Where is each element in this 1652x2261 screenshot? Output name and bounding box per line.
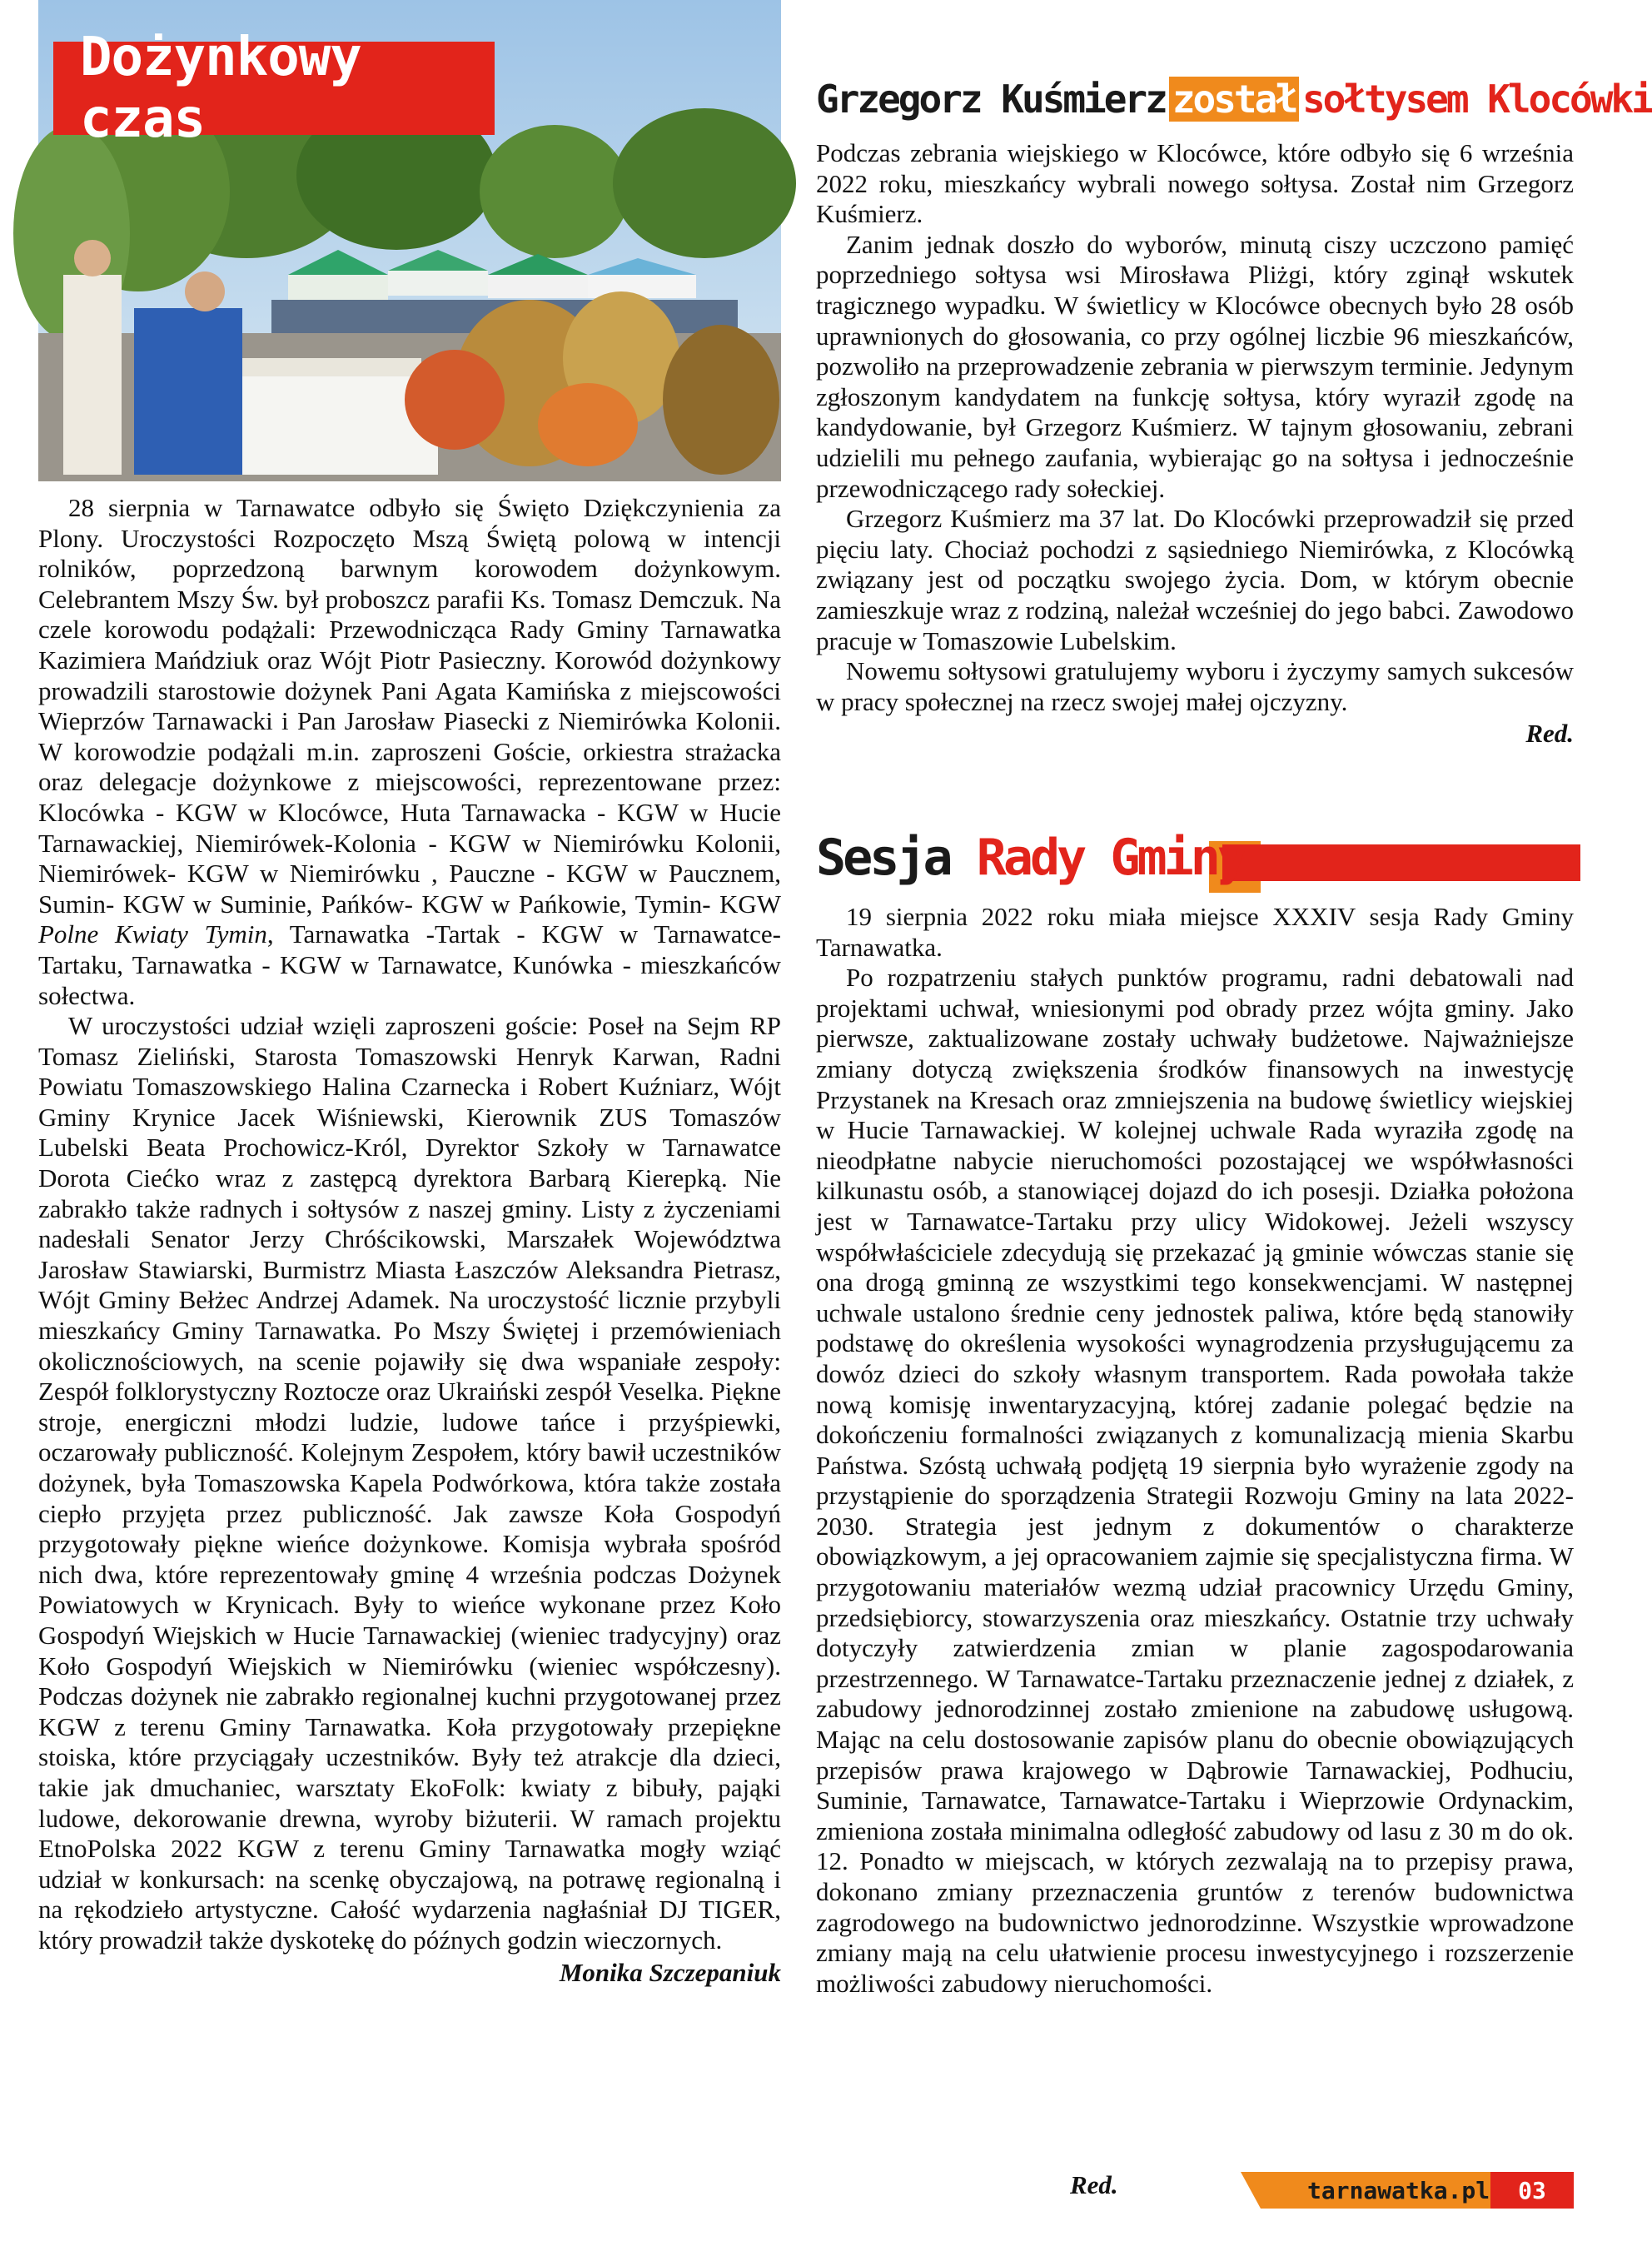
harvest-festival-photo [38,0,781,481]
right-column [816,0,1652,2261]
paragraph: Podczas zebrania wiejskiego w Klocówce, które odbyło się 6 września 2022 roku, mieszkańcy wybrali nowego sołtysa. Został nim Grzegorz Kuśmierz. [816,138,1574,229]
headline-part1: Grzegorz Kuśmierz [816,77,1166,122]
paragraph: W uroczystości udział wzięli zaproszeni goście: Poseł na Sejm RP Tomasz Zieliński, Starosta Tomaszowski Henryk Karwan, Radni Powiatu Tomaszowskiego Halina Czarnecka i Robert Kuźniarz, Wójt Gminy Krynice Jacek Wiśniewski, Kierownik ZUS Tomaszów Lubelski Beata Prochowicz-Król, Dyrektor Szkoły w Tarnawatce Dorota Ciećko wraz z zastępcą dyrektora Barbarą Kierepką. Nie zabrakło także radnych i sołtysów z naszej gminy. Listy z życzeniami nadesłali Senator Jerzy Chróścikowski, Marszałek Województwa Jarosław Stawiarski, Burmistrz Miasta Łaszczów Aleksandra Pietrasz, Wójt Gminy Bełżec Andrzej Adamek. Na uroczystość licznie przybyli mieszkańcy Gminy Tarnawatka. Po Mszy Świętej i przemówieniach okolicznościowych, na scenie pojawiły się dwa wspaniałe zespoły: Zespół folklorystyczny Roztocze oraz Ukraiński zespół Veselka. Piękne stroje, energiczni młodzi ludzie, ludowe tańce i przyśpiewki, oczarowały publiczność. Kolejnym Zespołem, który bawił uczestników dożynek, była Tomaszowska Kapela Podwórkowa, która także została ciepło przyjęta przez publiczność. Jak zawsze Koła Gospodyń przygotowały piękne wieńce dożynkowe. Komisja wybrała spośród nich dwa, które reprezentowały gminę 4 września podczas Dożynek Powiatowych w Krynicach. Były to wieńce wykonane przez Koło Gospodyń Wiejskich w Hucie Tarnawackiej (wieniec tradycyjny) oraz Koło Gospodyń Wiejskich w Niemirówku (wieniec współczesny). Podczas dożynek nie zabrakło regionalnej kuchni przygotowanej przez KGW z terenu Gminy Tarnawatka. Koła przygotowały przepiękne stoiska, które przyciągały uczestników. Były też atrakcje dla dzieci, takie jak dmuchaniec, warsztaty EkoFolk: kwiaty z bibuły, pająki ludowe, dekorowanie drewna, wyroby biżuterii. W ramach projektu EtnoPolska 2022 KGW z terenu Gminy Tarnawatka mogły wziąć udział w konkursach: na scenkę obyczajową, na potrawę regionalną i na rękodzieło artystyczne. Całość wydarzenia nagłaśniał DJ TIGER, który prowadził także dyskotekę do późnych godzin wieczornych. [38,1011,781,1955]
article-headline [816,70,1652,128]
author-signature: Monika Szczepaniuk [559,1957,781,1987]
section-heading [816,824,1574,891]
paragraph: Zanim jednak doszło do wyborów, minutą ciszy uczczono pamięć poprzedniego sołtysa wsi Mirosława Pliżgi, który zginął wskutek tragicznego wypadku. W świetlicy w Klocówce obecnych było 28 osób uprawnionych do głosowania, co przy ogólnej liczbie 96 mieszkańców, pozwoliło na przeprowadzenie zebrania w pierwszym terminie. Jedynym zgłoszonym kandydatem na funkcję sołtysa, który wyraził zgodę na kandydowanie, był Grzegorz Kuśmierz. W tajnym głosowaniu, zebrani udzielili mu pełnego zaufania, wybierając go na sołtysa i jednocześnie przewodniczącego rady sołeckiej. [816,229,1574,503]
page-number: 03 [1490,2172,1574,2209]
page-footer [816,2164,1574,2214]
headline-highlight: został [1169,77,1299,122]
paragraph: Po rozpatrzeniu stałych punktów programu, radni debatowali nad projektami uchwał, wniesionymi pod obrady przez wójta gminy. Jako pierwsze, zaktualizowane zostały uchwały budżetowe. Najważniejsze zmiany dotyczą zwiększenia środków finansowych na inwestycję Przystanek na Kresach oraz zmniejszenia na budowę świetlicy wiejskiej w Hucie Tarnawackiej. W kolejnej uchwale Rada wyraziła zgodę na nieodpłatne nabycie nieruchomości pozostającej we współwłasności kilkunastu osób, a stanowiącej dojazd do ich posesji. Działka położona jest w Tarnawatce-Tartaku przy ulicy Widokowej. Jeżeli wszyscy współwłaściciele zdecydują się przekazać ją gminie wówczas stanie się ona drogą gminną ze wszystkimi tego konsekwencjami. W następnej uchwale ustalono średnie ceny jednostek paliwa, które będą stanowiły podstawę do określenia wysokości wynagrodzenia przysługującemu za dowóz dzieci do szkoły własnym transportem. Rada powołała także nową komisję inwentaryzacyjną, której zadanie polegać będzie na dokończeniu formalności związanych z komunalizacją mienia Skarbu Państwa. Szóstą uchwałą podjętą 19 sierpnia było wyrażenie zgody na przystąpienie do sporządzenia Strategii Rozwoju Gminy na lata 2022-2030. Strategia jest jednym z dokumentów o charakterze obowiązkowym, a jej opracowaniem zajmie się specjalistyczna firma. W przygotowaniu materiałów wezmą udział pracownicy Urzędu Gminy, przedsiębiorcy, stowarzyszenia oraz mieszkańcy. Ostatnie trzy uchwały dotyczyły zatwierdzenia zmian w planie zagospodarowania przestrzennego. W Tarnawatce-Tartaku przeznaczenie jednej z działek, z zabudowy jednorodzinnej zostało zmienione na zabudowę usługową. Mając na celu dostosowanie zapisów planu do obecnie obowiązujących przepisów prawa krajowego w Dąbrowie Tarnawackiej, Podhuciu, Suminie, Tarnawatce, Tarnawatce-Tartaku i Wieprzowie Ordynackim, zmieniona została minimalna odległość zabudowy od lasu z 30 m do ok. 12. Ponadto w miejscach, w których zezwalają na to przepisy prawa, dokonano zmiany przeznaczenia gruntów z terenów budownictwa zagrodowego na budownictwo jednorodzinne. Wszystkie wprowadzone zmiany mają na celu ułatwienie procesu inwestycyjnego i rozszerzenie możliwości zabudowy nieruchomości. [816,963,1574,1998]
section-title: Sesja Rady Gminy [816,829,1244,887]
left-column [38,0,781,2261]
site-name: tarnawatka.pl [1307,2177,1490,2204]
headline-part2: sołtysem Klocówki [1301,77,1652,122]
author-signature: Red. [1070,2170,1118,2199]
paragraph: 19 sierpnia 2022 roku miała miejsce XXXIV sesja Rady Gminy Tarnawatka. [816,902,1574,962]
decor-bar [1222,844,1580,881]
article-title: Dożynkowy czas [80,27,361,150]
paragraph: Nowemu sołtysowi gratulujemy wyboru i życzymy samych sukcesów w pracy społecznej na rzecz swojej małej ojczyzny. [816,656,1574,716]
paragraph: 28 sierpnia w Tarnawatce odbyło się Święto Dziękczynienia za Plony. Uroczystości Rozpoczęto Mszą Świętą polową w intencji rolników, poprzedzoną barwnym korowodem dożynkowym. Celebrantem Mszy Św. był proboszcz parafii Ks. Tomasz Demczuk. Na czele korowodu podążali: Przewodnicząca Rady Gminy Tarnawatka Kazimiera Mańdziuk oraz Wójt Piotr Pasieczny. Korowód dożynkowy prowadzili starostowie dożynek Pani Agata Kamińska z miejscowości Wieprzów Tarnawacki i Pan Jarosław Piasecki z Niemirówka Kolonii. W korowodzie podążali m.in. zaproszeni Goście, orkiestra strażacka oraz delegacje dożynkowe z miejscowości, reprezentowane przez: Klocówka - KGW w Klocówce, Huta Tarnawacka - KGW w Hucie Tarnawackiej, Niemirówek-Kolonia - KGW w Niemirówku Kolonii, Niemirówek- KGW w Niemirówku , Pauczne - KGW w Paucznem, Sumin- KGW w Suminie, Pańków- KGW w Pańkowie, Tymin- KGW Polne Kwiaty Tymin, Tarnawatka -Tartak - KGW w Tarnawatce-Tartaku, Tarnawatka - KGW w Tarnawatce, Kunówka - mieszkańców sołectwa. [38,493,781,1010]
paragraph: Grzegorz Kuśmierz ma 37 lat. Do Klocówki przeprowadził się przed pięciu laty. Chociaż pochodzi z sąsiedniego Niemirówka, z Klocówką związany jest od początku swojego życia. Dom, w którym obecnie zamieszkuje wraz z rodziną, należał wcześniej do jego babci. Zawodowo pracuje w Tomaszowie Lubelskim. [816,504,1574,655]
article-title-badge [53,27,495,150]
article-body [816,138,1574,750]
italic-name: Polne Kwiaty Tymin [38,919,267,949]
article-body [816,902,1574,1999]
article-body [38,493,781,1990]
author-signature: Red. [1525,719,1574,749]
